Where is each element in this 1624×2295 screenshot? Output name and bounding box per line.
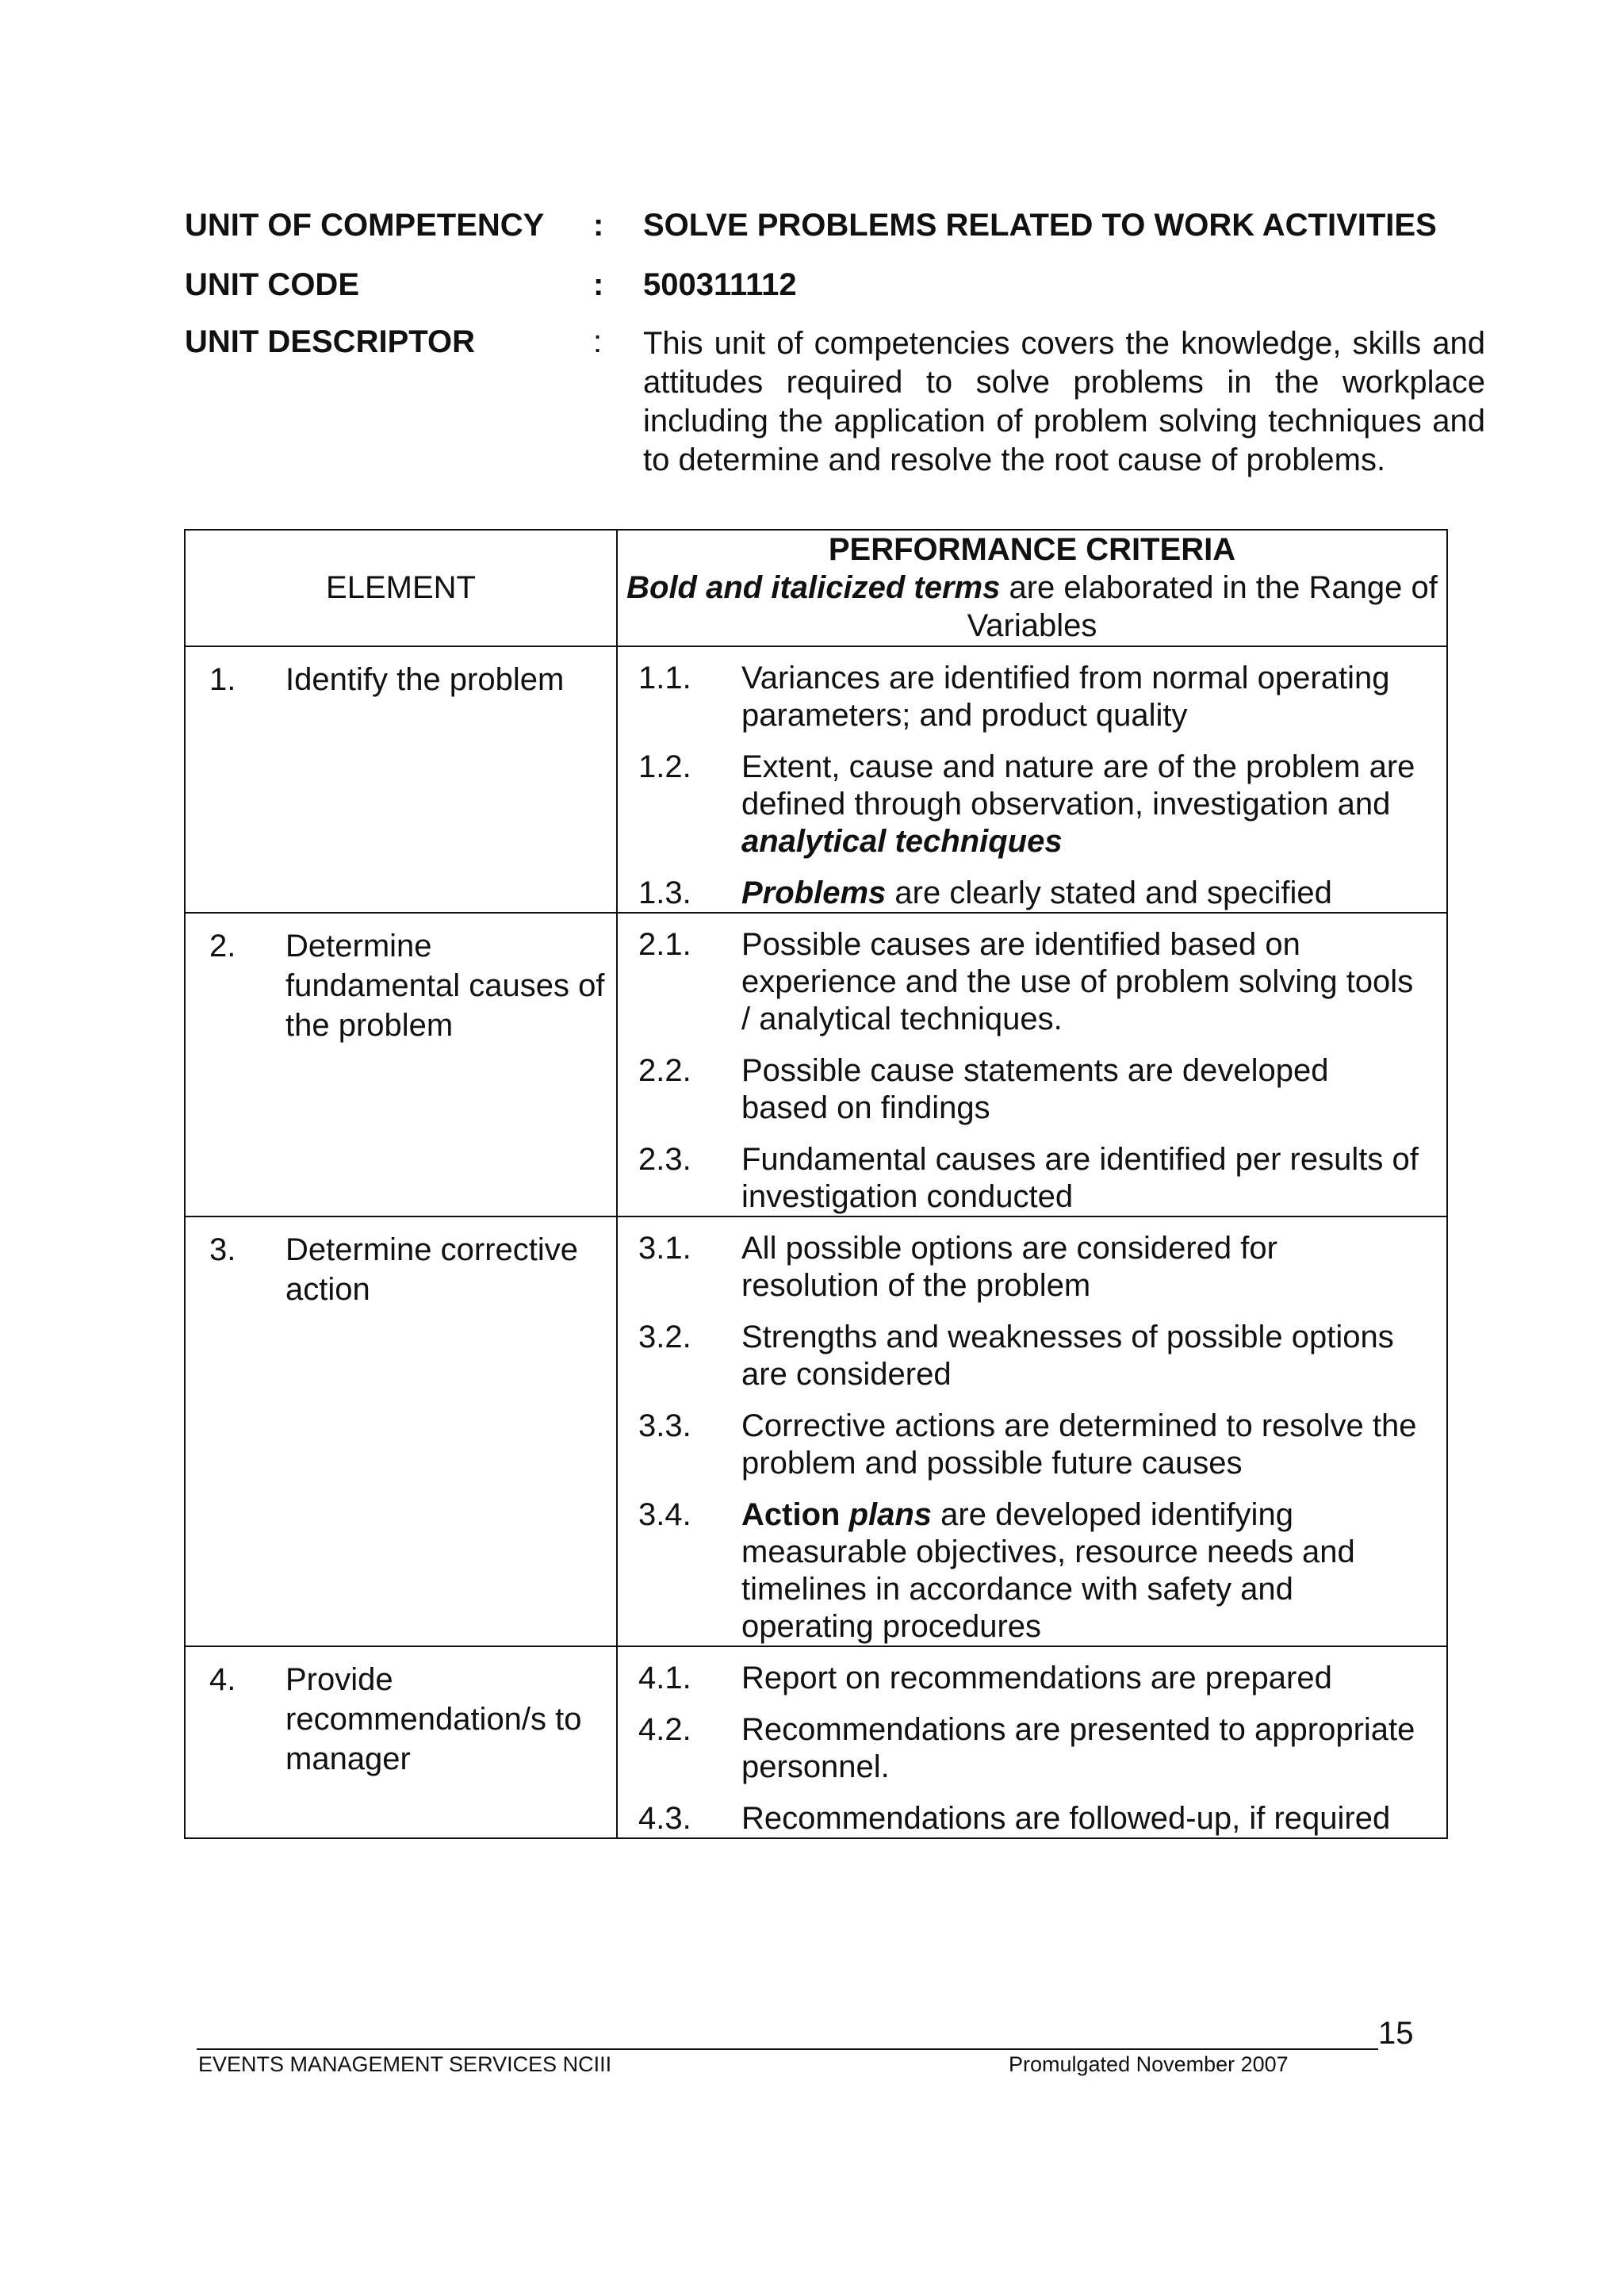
table-row bbox=[185, 646, 1447, 913]
criterion-text: Recommendations are followed-up, if required bbox=[741, 1801, 1391, 1836]
footer-left-text: EVENTS MANAGEMENT SERVICES NCIII bbox=[198, 2052, 612, 2076]
criterion-text: Possible cause statements are developed based on findings bbox=[741, 1053, 1329, 1125]
criterion-text-plain: Extent, cause and nature are of the problem are defined through observation, investigation and bbox=[741, 749, 1415, 822]
criterion-text bbox=[741, 875, 1423, 912]
criterion-number: 3.3. bbox=[638, 1408, 691, 1443]
element-cell bbox=[185, 646, 617, 913]
criterion-text: Fundamental causes are identified per results of investigation conducted bbox=[741, 1142, 1419, 1214]
element-number: 2. bbox=[209, 929, 236, 964]
element-cell bbox=[185, 913, 617, 1216]
criterion-number: 4.1. bbox=[638, 1661, 691, 1695]
criterion bbox=[618, 1660, 1446, 1697]
criterion-number: 3.2. bbox=[638, 1320, 691, 1354]
footer-right-text: Promulgated November 2007 bbox=[1009, 2052, 1289, 2076]
footer-divider bbox=[197, 2048, 1378, 2050]
unit-competency-separator: : bbox=[593, 208, 604, 243]
criterion bbox=[618, 1800, 1446, 1837]
criterion-term: Action bbox=[741, 1497, 841, 1532]
criterion-text-plain: are developed identifying measurable objectives, resource needs and timelines in accordance with safety and operating procedures bbox=[741, 1497, 1355, 1644]
criterion bbox=[618, 1052, 1446, 1127]
unit-competency-label: UNIT OF COMPETENCY bbox=[185, 208, 545, 243]
criterion-number: 2.2. bbox=[638, 1053, 691, 1088]
criteria-cell bbox=[617, 646, 1447, 913]
criterion-text: All possible options are considered for resolution of the problem bbox=[741, 1231, 1277, 1303]
criterion-text: Possible causes are identified based on experience and the use of problem solving tools / analytical techniques. bbox=[741, 927, 1414, 1036]
table-row bbox=[185, 1646, 1447, 1838]
criterion-number: 4.2. bbox=[638, 1712, 691, 1747]
criterion-term: plans bbox=[848, 1497, 933, 1532]
unit-code-label: UNIT CODE bbox=[185, 267, 359, 302]
criterion-text: Recommendations are presented to appropriate personnel. bbox=[741, 1712, 1415, 1784]
criteria-subheader bbox=[618, 569, 1446, 645]
criterion bbox=[618, 660, 1446, 734]
criterion-term: Problems bbox=[741, 875, 887, 910]
unit-descriptor-separator: : bbox=[593, 324, 603, 359]
criteria-cell bbox=[617, 1646, 1447, 1838]
unit-competency-value: SOLVE PROBLEMS RELATED TO WORK ACTIVITIES bbox=[643, 208, 1437, 243]
criterion-text-plain: are clearly stated and specified bbox=[894, 875, 1332, 910]
element-text: Determine corrective action bbox=[285, 1232, 579, 1307]
element-cell bbox=[185, 1646, 617, 1838]
element-cell bbox=[185, 1216, 617, 1646]
criteria-cell bbox=[617, 1216, 1447, 1646]
criterion-text: Corrective actions are determined to resolve the problem and possible future causes bbox=[741, 1408, 1417, 1481]
criterion bbox=[618, 749, 1446, 860]
element-number: 1. bbox=[209, 662, 236, 697]
criteria-header: PERFORMANCE CRITERIA bbox=[828, 532, 1236, 567]
criterion-number: 1.3. bbox=[638, 875, 691, 910]
criterion-text bbox=[741, 1496, 1423, 1646]
criterion bbox=[618, 1230, 1446, 1305]
table-row bbox=[185, 913, 1447, 1216]
criterion-text bbox=[741, 749, 1423, 860]
criteria-subheader-rest: are elaborated in the Range of Variables bbox=[967, 570, 1438, 643]
element-header: ELEMENT bbox=[185, 530, 617, 646]
element-number: 3. bbox=[209, 1232, 236, 1267]
criterion bbox=[618, 1496, 1446, 1646]
criteria-header-cell bbox=[617, 530, 1447, 646]
criterion bbox=[618, 1408, 1446, 1482]
element-text: Determine fundamental causes of the problem bbox=[285, 929, 605, 1043]
criterion-number: 4.3. bbox=[638, 1801, 691, 1836]
unit-code-value: 500311112 bbox=[643, 267, 797, 302]
unit-descriptor-value: This unit of competencies covers the knowledge, skills and attitudes required to solve problems in the workplace including the application of problem solving techniques and to determine and resolve the root cause of problems. bbox=[643, 326, 1485, 477]
competency-table bbox=[184, 529, 1448, 1839]
criterion bbox=[618, 875, 1446, 912]
unit-code-separator: : bbox=[593, 267, 604, 302]
table-row bbox=[185, 1216, 1447, 1646]
unit-descriptor-label: UNIT DESCRIPTOR bbox=[185, 324, 475, 359]
criterion-number: 2.1. bbox=[638, 927, 691, 962]
criterion-term: analytical techniques bbox=[741, 824, 1063, 859]
table-header-row bbox=[185, 530, 1447, 646]
criterion-number: 2.3. bbox=[638, 1142, 691, 1177]
criterion-number: 3.1. bbox=[638, 1231, 691, 1266]
criteria-subheader-bold: Bold and italicized terms bbox=[626, 570, 1001, 605]
criterion bbox=[618, 1319, 1446, 1393]
element-text: Provide recommendation/s to manager bbox=[285, 1662, 582, 1776]
criterion-text: Strengths and weaknesses of possible options are considered bbox=[741, 1320, 1394, 1392]
criterion bbox=[618, 1141, 1446, 1216]
criteria-cell bbox=[617, 913, 1447, 1216]
criterion bbox=[618, 926, 1446, 1038]
element-number: 4. bbox=[209, 1662, 236, 1697]
criterion-text: Variances are identified from normal operating parameters; and product quality bbox=[741, 661, 1390, 733]
criterion bbox=[618, 1711, 1446, 1786]
criterion-number: 1.2. bbox=[638, 749, 691, 784]
criterion-number: 3.4. bbox=[638, 1497, 691, 1532]
page-number: 15 bbox=[1378, 2016, 1414, 2051]
criterion-number: 1.1. bbox=[638, 661, 691, 695]
element-text: Identify the problem bbox=[285, 662, 565, 697]
criterion-text: Report on recommendations are prepared bbox=[741, 1661, 1332, 1695]
